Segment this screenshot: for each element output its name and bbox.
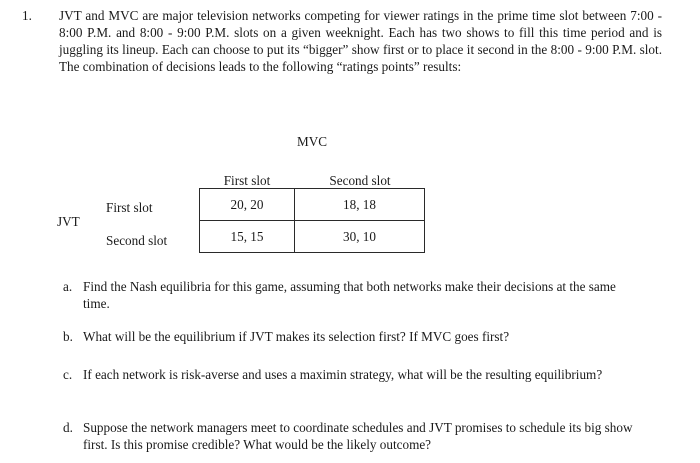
row-player-label: JVT [57,214,80,229]
problem-statement [22,7,662,75]
question-letter: c. [63,367,73,382]
column-player-label: MVC [296,134,328,149]
question-text: Find the Nash equilibria for this game, assuming that both networks make their decisions at the same time. [83,279,616,311]
row-label-second-slot: Second slot [106,233,168,248]
question-letter: d. [63,420,73,435]
question-a [63,278,641,312]
matrix-row [200,189,425,221]
matrix-row [200,221,425,253]
question-b [63,328,641,345]
row-label-first-slot: First slot [106,200,153,215]
payoff-cell: 20, 20 [200,189,295,221]
question-text: Suppose the network managers meet to coordinate schedules and JVT promises to schedule its big show first. Is this promise credible? What would be the likely outcome? [83,420,633,452]
question-d [63,419,641,453]
problem-text: JVT and MVC are major television networks competing for viewer ratings in the prime time slot between 7:00 - 8:00 P.M. and 8:00 - 9:00 P.M. slots on a given weeknight. Each has two shows to fill this time period and is juggling its lineup. Each can choose to put its “bigger” show first or to place it second in the 8:00 - 9:00 P.M. slot. The combination of decisions leads to the following “ratings points” results: [59,8,662,74]
question-text: If each network is risk-averse and uses a maximin strategy, what will be the resulting equilibrium? [83,367,603,382]
payoff-cell: 30, 10 [295,221,425,253]
question-text: What will be the equilibrium if JVT makes its selection first? If MVC goes first? [83,329,510,344]
payoff-cell: 15, 15 [200,221,295,253]
problem-number: 1. [22,8,32,23]
question-c [63,366,641,383]
question-letter: b. [63,329,73,344]
question-letter: a. [63,279,73,294]
column-header-first-slot: First slot [223,173,271,188]
column-header-second-slot: Second slot [329,173,391,188]
payoff-cell: 18, 18 [295,189,425,221]
payoff-matrix [199,188,425,253]
